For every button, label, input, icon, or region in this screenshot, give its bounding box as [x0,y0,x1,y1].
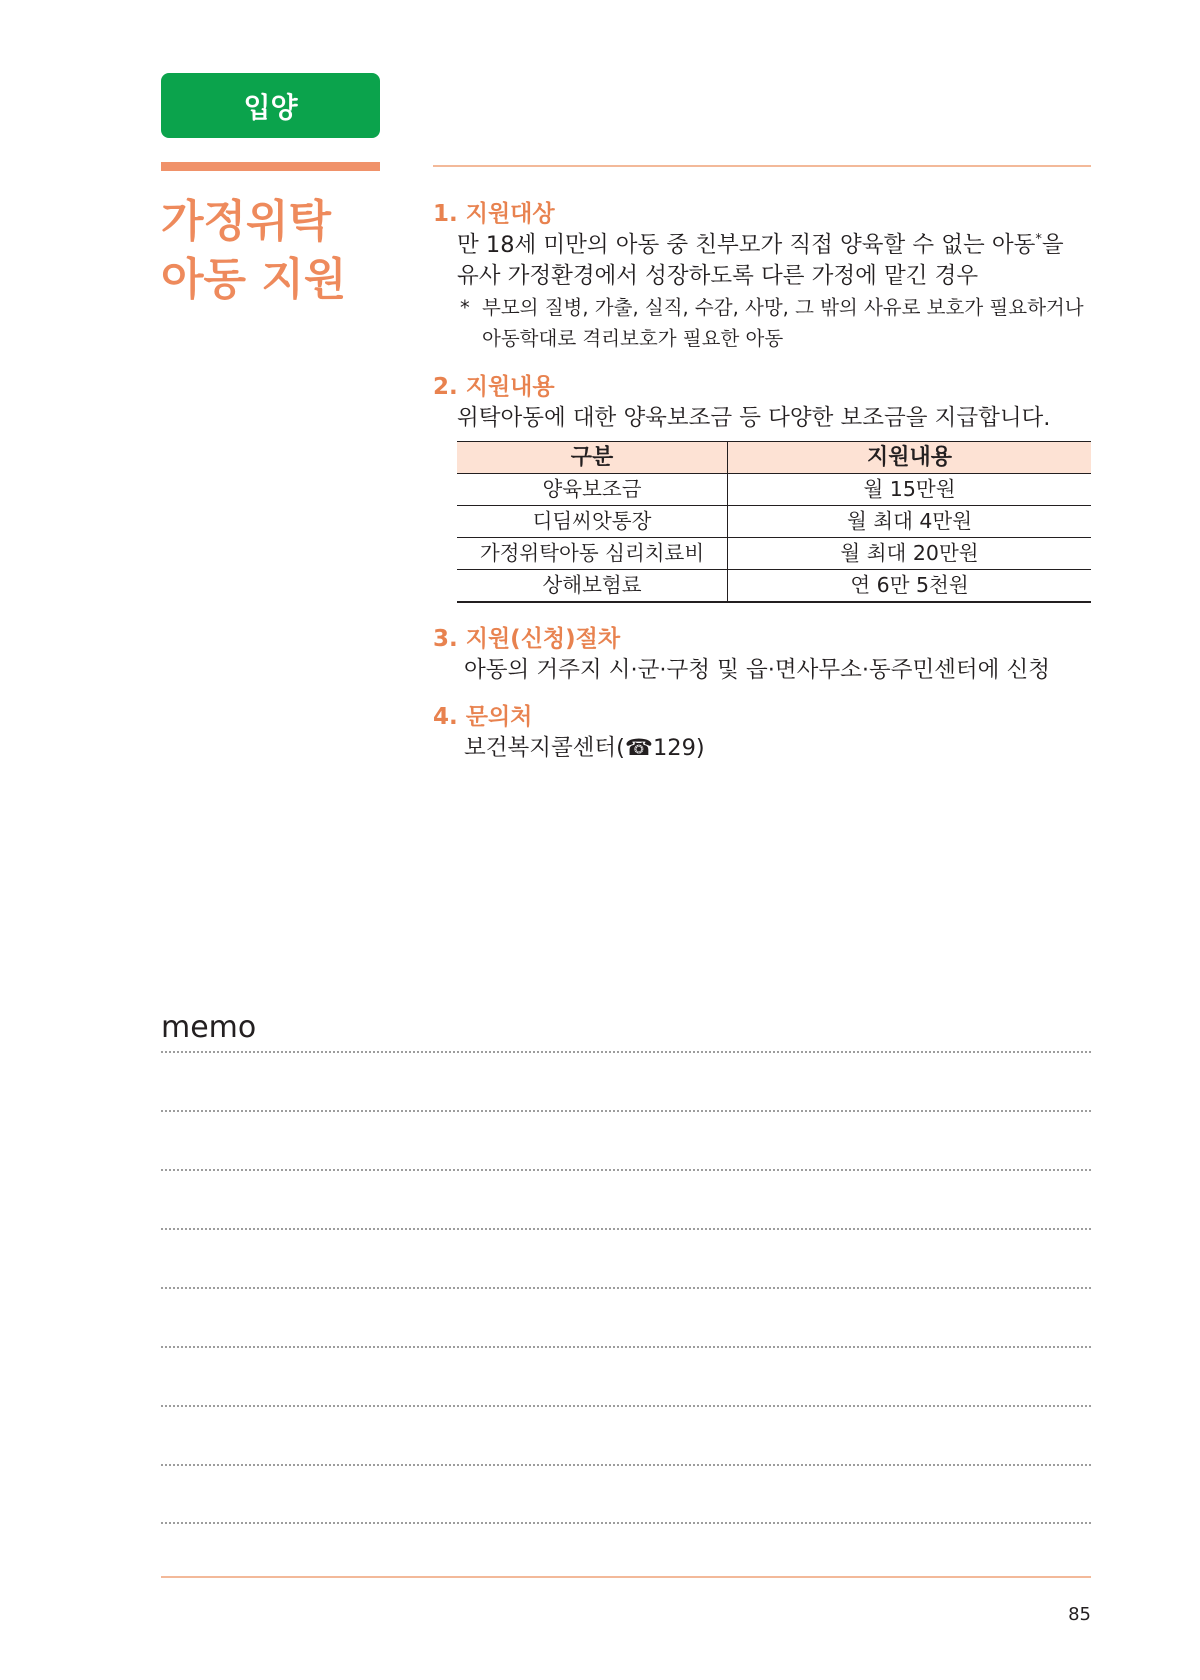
table-cell: 월 최대 4만원 [728,506,1092,538]
memo-line [161,1287,1091,1289]
table-row [457,506,1091,538]
section-eligibility [433,199,1091,354]
memo-line [161,1464,1091,1466]
support-table [457,441,1091,603]
memo-line [161,1169,1091,1171]
table-cell: 가정위탁아동 심리치료비 [457,538,728,570]
memo-line [161,1405,1091,1407]
section-support-details [433,372,1091,434]
memo-line [161,1346,1091,1348]
content-top-rule [433,165,1091,167]
table-cell: 월 15만원 [728,474,1092,506]
memo-line [161,1228,1091,1230]
table-cell: 연 6만 5천원 [728,570,1092,603]
table-cell: 월 최대 20만원 [728,538,1092,570]
table-header-row [457,442,1091,474]
footnote-text: 부모의 질병, 가출, 실직, 수감, 사망, 그 밖의 사유로 보호가 필요하거나 [482,296,1084,319]
section-body-line: 보건복지콜센터(☎129) [464,735,705,761]
section-body-line: 유사 가정환경에서 성장하도록 다른 가정에 맡긴 경우 [457,263,979,289]
tab-underline [161,162,380,171]
table-cell: 양육보조금 [457,474,728,506]
body-text: 을 [1041,232,1064,258]
section-procedure [433,624,1091,686]
section-heading: 3. 지원(신청)절차 [433,626,621,652]
section-body-line: 위탁아동에 대한 양육보조금 등 다양한 보조금을 지급합니다. [457,405,1051,431]
memo-line [161,1110,1091,1112]
table-row [457,538,1091,570]
page-number: 85 [1068,1604,1091,1625]
footnote [433,292,1091,323]
section-body-line: 아동의 거주지 시·군·구청 및 읍·면사무소·동주민센터에 신청 [464,657,1051,683]
section-heading: 2. 지원내용 [433,374,555,400]
footer-rule [161,1576,1091,1578]
table-header-content: 지원내용 [728,442,1092,474]
table-row [457,474,1091,506]
section-heading: 1. 지원대상 [433,201,555,227]
page-title-line2: 아동 지원 [161,254,347,305]
section-heading: 4. 문의처 [433,704,533,730]
memo-label: memo [161,1010,257,1045]
table-row [457,570,1091,603]
memo-line [161,1051,1091,1053]
section-contact [433,702,1091,764]
section-body-line [433,230,1091,261]
table-header-category: 구분 [457,442,728,474]
page-title-line1: 가정위탁 [161,196,332,247]
table-cell: 디딤씨앗통장 [457,506,728,538]
footnote-text: 아동학대로 격리보호가 필요한 아동 [482,327,784,350]
footnote-mark: * [460,296,470,319]
page-title [161,193,346,309]
table-cell: 상해보험료 [457,570,728,603]
body-text: 만 18세 미만의 아동 중 친부모가 직접 양육할 수 없는 아동 [457,232,1036,258]
section-tab: 입양 [161,73,380,138]
footnote-mark: * [1035,232,1042,247]
memo-line [161,1522,1091,1524]
